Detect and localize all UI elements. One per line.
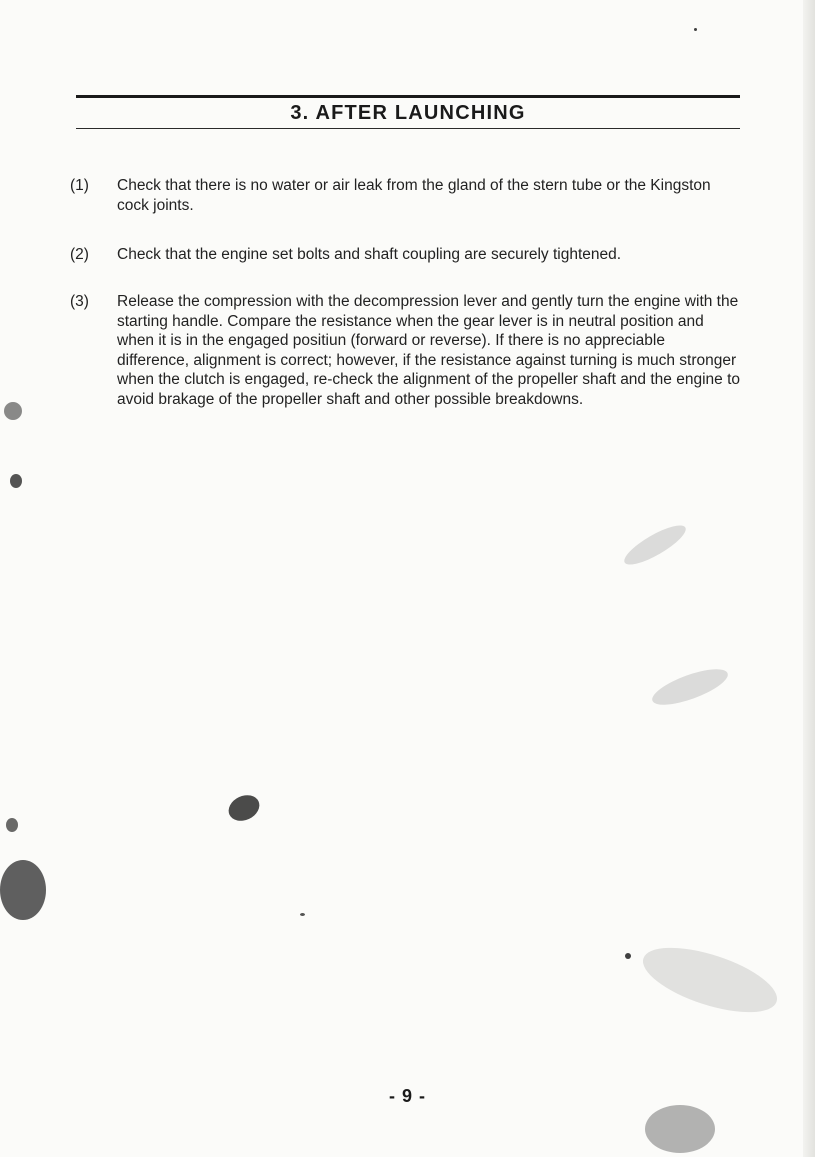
ink-smudge [636,935,785,1026]
page-edge-shadow [803,0,815,1157]
ink-smudge [300,913,305,916]
item-text: Check that the engine set bolts and shaft coupling are securely tightened. [117,246,622,263]
ink-smudge [4,402,22,420]
ink-smudge [6,818,18,832]
item-number: (2) [70,246,89,263]
heading-bottom-rule [76,128,740,129]
page-number: - 9 - [388,1086,426,1106]
list-item [70,292,740,409]
ink-smudge [10,474,22,488]
ink-smudge [694,28,697,31]
list-item [70,245,740,265]
item-text: Check that there is no water or air leak from the gland of the stern tube or the Kingston cock joints. [117,177,711,214]
section-title: 3. AFTER LAUNCHING [290,102,526,124]
ink-smudge [625,953,631,959]
ink-smudge [0,860,46,920]
ink-smudge [224,790,263,825]
item-number: (1) [70,177,89,194]
ink-smudge [648,662,731,712]
ink-smudge [620,519,691,571]
item-number: (3) [70,293,89,310]
heading-top-rule [76,95,740,98]
item-text: Release the compression with the decompression lever and gently turn the engine with the starting handle. Compare the resistance when the gear lever is in neutral position and when it is in the engaged positiun (forward or reverse). If there is no appreciable difference, alignment is correct; however, if the resistance against turning is much stronger when the clutch is engaged, re-check the alignment of the propeller shaft and the engine to avoid brakage of the propeller shaft and other possible breakdowns. [117,293,740,408]
list-item [70,176,740,215]
ink-smudge [645,1105,715,1153]
